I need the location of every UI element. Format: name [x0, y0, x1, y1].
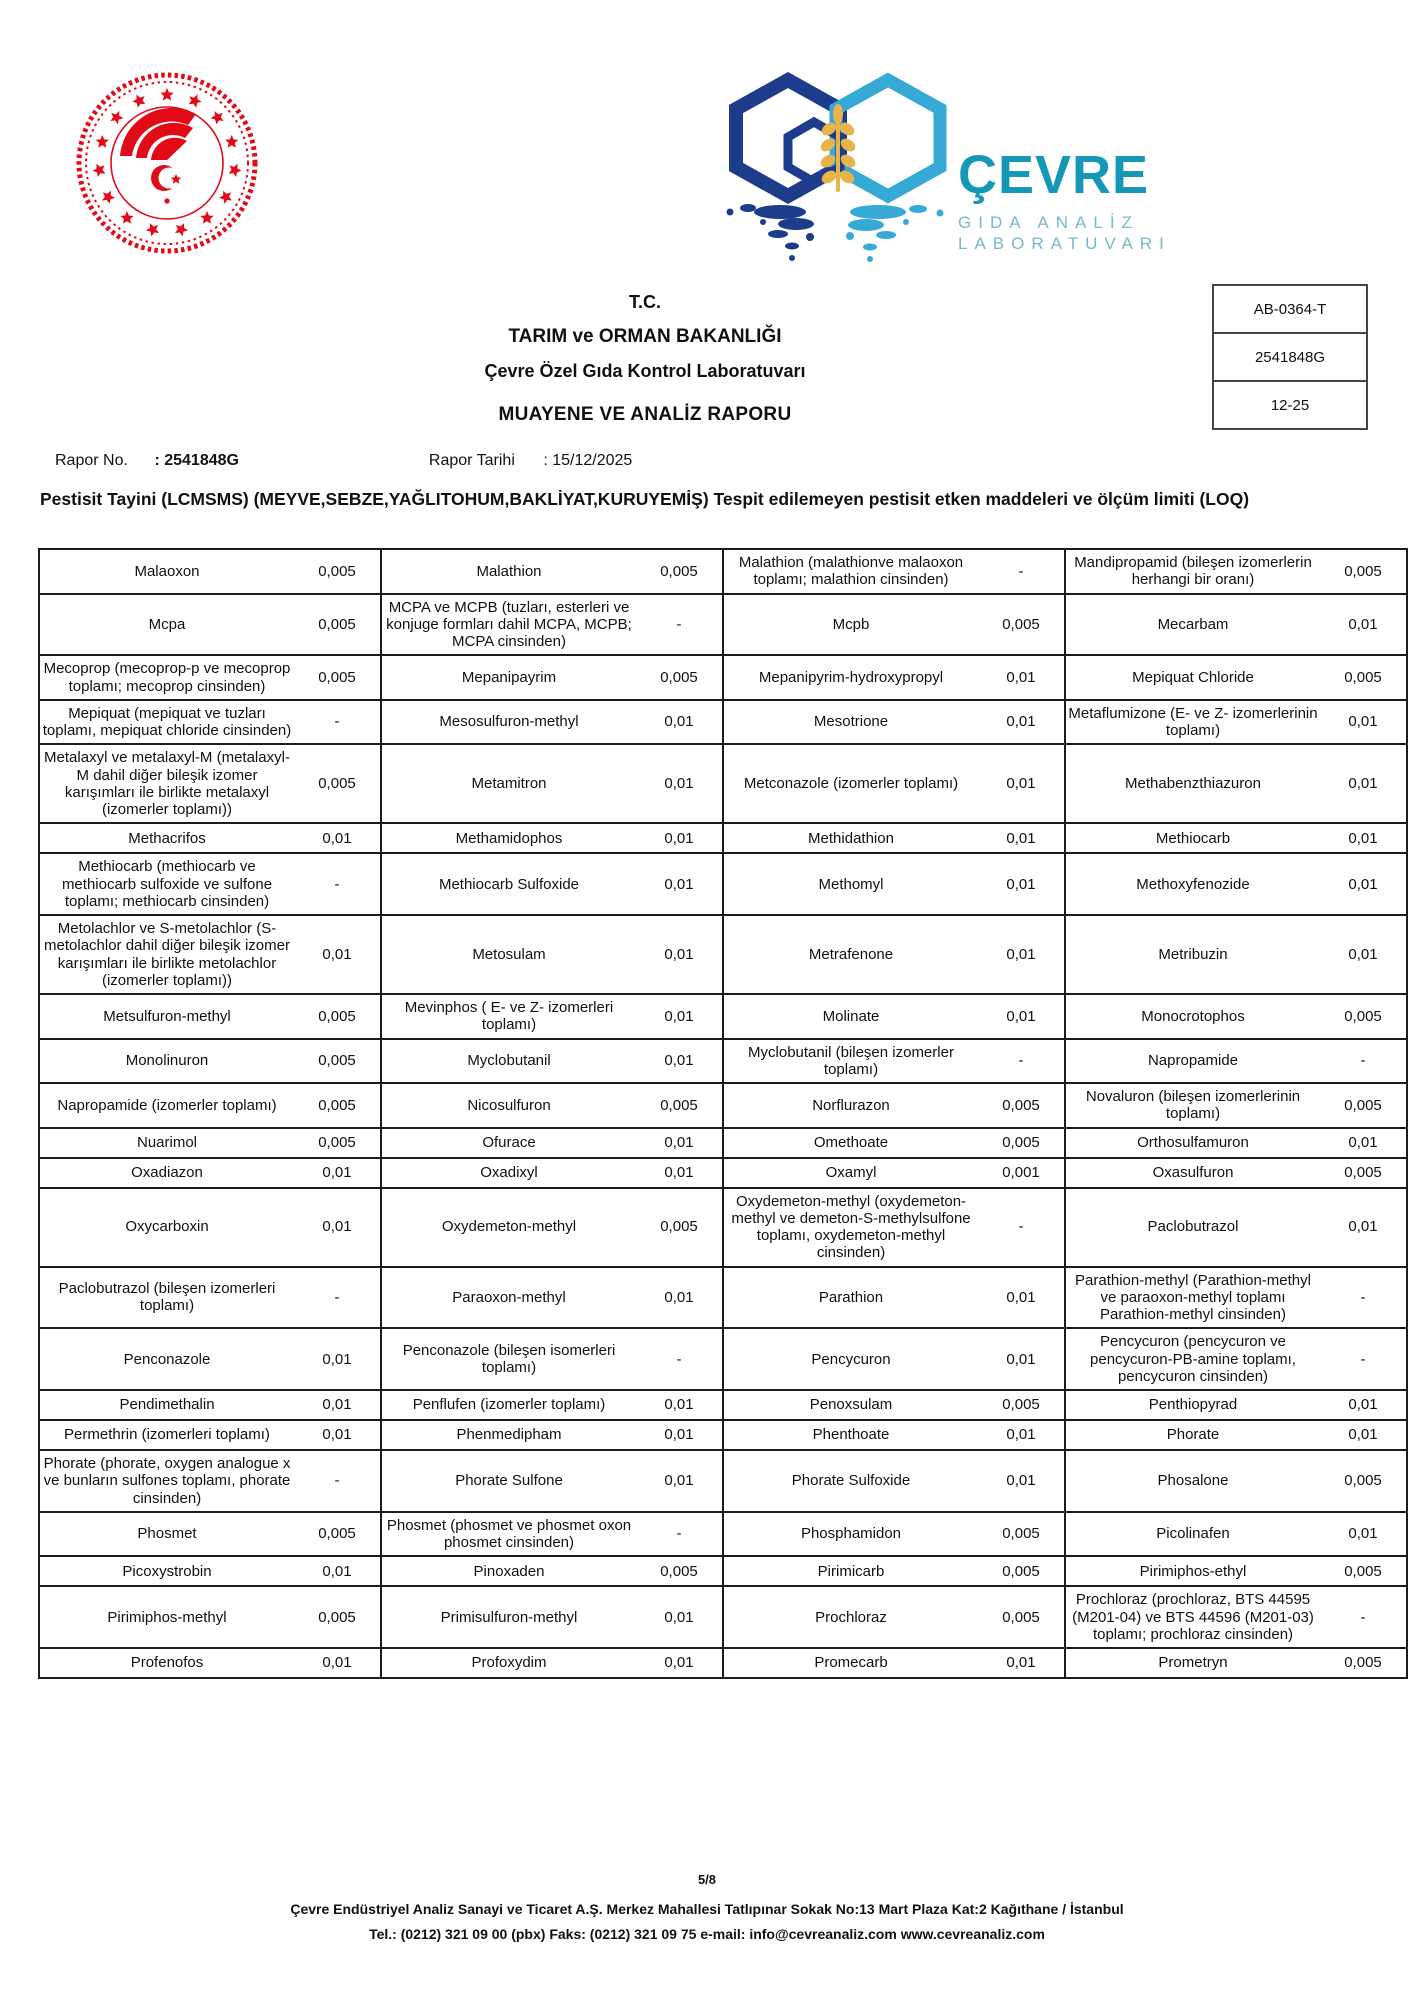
substance-name: Nicosulfuron — [381, 1083, 636, 1128]
table-row — [39, 1328, 1407, 1390]
loq-value: 0,005 — [978, 1128, 1065, 1158]
substance-name: Parathion — [723, 1267, 978, 1329]
loq-value: 0,01 — [1320, 1420, 1407, 1450]
loq-value: - — [294, 1267, 381, 1329]
loq-value: - — [636, 594, 723, 656]
substance-name: Oxamyl — [723, 1158, 978, 1188]
report-meta — [55, 452, 1355, 470]
substance-name: Malathion — [381, 549, 636, 594]
loq-value: 0,005 — [978, 1083, 1065, 1128]
loq-value: 0,01 — [294, 1328, 381, 1390]
loq-value: 0,01 — [294, 1648, 381, 1678]
substance-name: Mandipropamid (bileşen izomerlerin herhangi bir oranı) — [1065, 549, 1320, 594]
loq-value: - — [978, 549, 1065, 594]
loq-value: 0,005 — [636, 1188, 723, 1267]
loq-value: 0,005 — [1320, 1158, 1407, 1188]
substance-name: Pirimiphos-ethyl — [1065, 1556, 1320, 1586]
org-lab: Çevre Özel Gıda Kontrol Laboratuvarı — [484, 361, 806, 381]
loq-value: 0,005 — [294, 594, 381, 656]
table-row — [39, 1083, 1407, 1128]
loq-value: 0,01 — [978, 994, 1065, 1039]
loq-value: 0,01 — [1320, 1512, 1407, 1557]
loq-value: 0,005 — [294, 549, 381, 594]
loq-value: - — [294, 700, 381, 745]
substance-name: Mepanipayrim — [381, 655, 636, 700]
loq-value: 0,005 — [1320, 1083, 1407, 1128]
loq-value: 0,01 — [294, 1420, 381, 1450]
substance-name: Phosmet (phosmet ve phosmet oxon phosmet cinsinden) — [381, 1512, 636, 1557]
table-row — [39, 549, 1407, 594]
loq-value: 0,01 — [294, 823, 381, 853]
loq-value: - — [294, 1450, 381, 1512]
substance-name: Methabenzthiazuron — [1065, 744, 1320, 823]
loq-value: 0,01 — [978, 1267, 1065, 1329]
table-row — [39, 853, 1407, 915]
substance-name: Penflufen (izomerler toplamı) — [381, 1390, 636, 1420]
substance-name: Pendimethalin — [39, 1390, 294, 1420]
substance-name: Metconazole (izomerler toplamı) — [723, 744, 978, 823]
substance-name: Ofurace — [381, 1128, 636, 1158]
table-row — [39, 823, 1407, 853]
substance-name: Phorate (phorate, oxygen analogue x ve bunların sulfones toplamı, phorate cinsinden) — [39, 1450, 294, 1512]
footer-contact: Tel.: (0212) 321 09 00 (pbx) Faks: (0212) 321 09 75 e-mail: info@cevreanaliz.com www.cevreanaliz.com — [369, 1926, 1045, 1942]
substance-name: Prochloraz (prochloraz, BTS 44595 (M201-04) ve BTS 44596 (M201-03) toplamı; prochloraz cinsinden) — [1065, 1586, 1320, 1648]
loq-value: 0,005 — [294, 1586, 381, 1648]
loq-value: 0,005 — [1320, 549, 1407, 594]
table-row — [39, 1648, 1407, 1678]
loq-value: 0,005 — [1320, 655, 1407, 700]
loq-value: 0,01 — [1320, 823, 1407, 853]
substance-name: Oxadiazon — [39, 1158, 294, 1188]
table-row — [39, 1450, 1407, 1512]
loq-value: 0,01 — [978, 655, 1065, 700]
loq-value: 0,005 — [978, 1586, 1065, 1648]
substance-name: Methomyl — [723, 853, 978, 915]
substance-name: Pinoxaden — [381, 1556, 636, 1586]
loq-value: 0,01 — [636, 1420, 723, 1450]
table-row — [39, 700, 1407, 745]
substance-name: Paclobutrazol (bileşen izomerleri toplamı) — [39, 1267, 294, 1329]
water-splash — [727, 204, 944, 262]
substance-name: Norflurazon — [723, 1083, 978, 1128]
loq-table — [38, 548, 1408, 1679]
loq-value: 0,01 — [978, 1648, 1065, 1678]
substance-name: Mecoprop (mecoprop-p ve mecoprop toplamı; mecoprop cinsinden) — [39, 655, 294, 700]
ministry-emblem-icon — [72, 68, 262, 258]
table-row — [39, 1039, 1407, 1084]
substance-name: Profoxydim — [381, 1648, 636, 1678]
loq-value: - — [1320, 1586, 1407, 1648]
loq-value: 0,005 — [294, 1083, 381, 1128]
loq-value: 0,005 — [1320, 1450, 1407, 1512]
substance-name: Methidathion — [723, 823, 978, 853]
substance-name: Penconazole (bileşen isomerleri toplamı) — [381, 1328, 636, 1390]
loq-value: 0,01 — [636, 823, 723, 853]
org-tc: T.C. — [628, 292, 661, 312]
loq-value: - — [978, 1188, 1065, 1267]
substance-name: Oxydemeton-methyl — [381, 1188, 636, 1267]
loq-value: 0,01 — [294, 1158, 381, 1188]
substance-name: Mepanipyrim-hydroxypropyl — [723, 655, 978, 700]
substance-name: Mepiquat Chloride — [1065, 655, 1320, 700]
substance-name: Malaoxon — [39, 549, 294, 594]
table-row — [39, 1420, 1407, 1450]
substance-name: Methiocarb Sulfoxide — [381, 853, 636, 915]
substance-name: Myclobutanil (bileşen izomerler toplamı) — [723, 1039, 978, 1084]
substance-name: Metribuzin — [1065, 915, 1320, 994]
loq-value: 0,005 — [294, 994, 381, 1039]
substance-name: Phosalone — [1065, 1450, 1320, 1512]
emblem-crescent — [151, 165, 181, 204]
loq-value: 0,005 — [636, 655, 723, 700]
substance-name: Phorate Sulfoxide — [723, 1450, 978, 1512]
loq-table-body — [39, 549, 1407, 1678]
substance-name: Mcpb — [723, 594, 978, 656]
substance-name: Mesosulfuron-methyl — [381, 700, 636, 745]
substance-name: Primisulfuron-methyl — [381, 1586, 636, 1648]
substance-name: Nuarimol — [39, 1128, 294, 1158]
loq-value: 0,01 — [978, 915, 1065, 994]
substance-name: Myclobutanil — [381, 1039, 636, 1084]
report-no-value: : 2541848G — [154, 452, 239, 469]
loq-value: 0,01 — [1320, 1390, 1407, 1420]
loq-value: 0,01 — [636, 744, 723, 823]
substance-name: Phosphamidon — [723, 1512, 978, 1557]
report-period: 12-25 — [1270, 396, 1310, 414]
substance-name: Oxycarboxin — [39, 1188, 294, 1267]
substance-name: Penthiopyrad — [1065, 1390, 1320, 1420]
loq-value: 0,005 — [636, 1556, 723, 1586]
substance-name: Mepiquat (mepiquat ve tuzları toplamı, mepiquat chloride cinsinden) — [39, 700, 294, 745]
substance-name: Parathion-methyl (Parathion-methyl ve paraoxon-methyl toplamı Parathion-methyl cinsinden) — [1065, 1267, 1320, 1329]
substance-name: Napropamide — [1065, 1039, 1320, 1084]
loq-value: - — [636, 1512, 723, 1557]
loq-value: 0,005 — [978, 1512, 1065, 1557]
substance-name: Orthosulfamuron — [1065, 1128, 1320, 1158]
substance-name: Prometryn — [1065, 1648, 1320, 1678]
substance-name: Phorate Sulfone — [381, 1450, 636, 1512]
loq-value: 0,01 — [978, 1420, 1065, 1450]
substance-name: Monocrotophos — [1065, 994, 1320, 1039]
substance-name: Oxadixyl — [381, 1158, 636, 1188]
loq-value: 0,005 — [636, 549, 723, 594]
substance-name: Metamitron — [381, 744, 636, 823]
substance-name: Picoxystrobin — [39, 1556, 294, 1586]
loq-value: 0,01 — [978, 700, 1065, 745]
table-row — [39, 744, 1407, 823]
loq-value: 0,01 — [636, 853, 723, 915]
substance-name: Oxasulfuron — [1065, 1158, 1320, 1188]
loq-value: - — [1320, 1267, 1407, 1329]
substance-name: Mesotrione — [723, 700, 978, 745]
loq-value: 0,005 — [978, 594, 1065, 656]
substance-name: Phenthoate — [723, 1420, 978, 1450]
org-header — [20, 292, 1270, 426]
table-row — [39, 1158, 1407, 1188]
substance-name: MCPA ve MCPB (tuzları, esterleri ve konjuge formları dahil MCPA, MCPB; MCPA cinsinden) — [381, 594, 636, 656]
loq-value: 0,01 — [636, 1267, 723, 1329]
loq-value: 0,01 — [1320, 594, 1407, 656]
substance-name: Molinate — [723, 994, 978, 1039]
loq-value: 0,01 — [1320, 744, 1407, 823]
brand-subtitle — [958, 212, 1288, 255]
substance-name: Promecarb — [723, 1648, 978, 1678]
substance-name: Mcpa — [39, 594, 294, 656]
table-row — [39, 1267, 1407, 1329]
table-row — [39, 655, 1407, 700]
substance-name: Novaluron (bileşen izomerlerinin toplamı) — [1065, 1083, 1320, 1128]
report-no-label: Rapor No. — [55, 452, 128, 469]
loq-value: 0,01 — [978, 1328, 1065, 1390]
table-row — [39, 594, 1407, 656]
loq-value: - — [636, 1328, 723, 1390]
loq-value: 0,01 — [636, 915, 723, 994]
cevre-lab-logo-icon — [718, 62, 958, 277]
loq-value: 0,005 — [294, 655, 381, 700]
loq-value: 0,01 — [636, 1128, 723, 1158]
substance-name: Napropamide (izomerler toplamı) — [39, 1083, 294, 1128]
brand-name: ÇEVRE — [958, 145, 1150, 205]
loq-value: 0,01 — [294, 1390, 381, 1420]
loq-value: - — [978, 1039, 1065, 1084]
brand-sub-line2: LABORATUVARI — [958, 234, 1171, 254]
substance-name: Phorate — [1065, 1420, 1320, 1450]
substance-name: Metalaxyl ve metalaxyl-M (metalaxyl-M dahil diğer bileşik izomer karışımları ile birlikte metalaxyl (izomerler toplamı)) — [39, 744, 294, 823]
loq-value: 0,01 — [636, 700, 723, 745]
loq-value: 0,01 — [294, 915, 381, 994]
loq-value: 0,005 — [294, 744, 381, 823]
substance-name: Methiocarb (methiocarb ve methiocarb sulfoxide ve sulfone toplamı; methiocarb cinsinden) — [39, 853, 294, 915]
substance-name: Pencycuron — [723, 1328, 978, 1390]
loq-value: 0,01 — [636, 1390, 723, 1420]
loq-value: 0,01 — [978, 823, 1065, 853]
loq-value: - — [1320, 1328, 1407, 1390]
loq-value: 0,01 — [636, 1586, 723, 1648]
emblem-arcs — [120, 108, 196, 160]
table-row — [39, 1512, 1407, 1557]
substance-name: Omethoate — [723, 1128, 978, 1158]
substance-name: Metosulam — [381, 915, 636, 994]
table-row — [39, 1128, 1407, 1158]
substance-name: Metaflumizone (E- ve Z- izomerlerinin toplamı) — [1065, 700, 1320, 745]
loq-value: 0,01 — [1320, 915, 1407, 994]
substance-name: Picolinafen — [1065, 1512, 1320, 1557]
table-row — [39, 994, 1407, 1039]
loq-value: 0,005 — [978, 1390, 1065, 1420]
report-date-label: Rapor Tarihi — [428, 452, 515, 469]
table-row — [39, 915, 1407, 994]
loq-value: 0,01 — [978, 1450, 1065, 1512]
accreditation-box — [1212, 284, 1368, 430]
report-title: MUAYENE VE ANALİZ RAPORU — [498, 404, 792, 425]
substance-name: Profenofos — [39, 1648, 294, 1678]
loq-value: 0,005 — [294, 1039, 381, 1084]
loq-value: 0,005 — [1320, 1556, 1407, 1586]
substance-name: Metrafenone — [723, 915, 978, 994]
substance-name: Mecarbam — [1065, 594, 1320, 656]
substance-name: Pirimiphos-methyl — [39, 1586, 294, 1648]
table-row — [39, 1188, 1407, 1267]
loq-value: 0,005 — [1320, 994, 1407, 1039]
loq-value: 0,005 — [294, 1128, 381, 1158]
substance-name: Paclobutrazol — [1065, 1188, 1320, 1267]
loq-value: 0,01 — [978, 744, 1065, 823]
substance-name: Metsulfuron-methyl — [39, 994, 294, 1039]
wheat-icon — [818, 104, 857, 192]
table-row — [39, 1390, 1407, 1420]
loq-value: - — [294, 853, 381, 915]
loq-value: 0,01 — [636, 1039, 723, 1084]
section-title: Pestisit Tayini (LCMSMS) (MEYVE,SEBZE,YAĞLITOHUM,BAKLİYAT,KURUYEMİŞ) Tespit edilemeyen pestisit etken maddeleri ve ölçüm limiti (LOQ) — [40, 489, 1250, 509]
accreditation-no: AB-0364-T — [1214, 286, 1366, 334]
footer — [0, 1872, 1414, 1942]
loq-value: 0,01 — [294, 1556, 381, 1586]
substance-name: Mevinphos ( E- ve Z- izomerleri toplamı) — [381, 994, 636, 1039]
substance-name: Paraoxon-methyl — [381, 1267, 636, 1329]
brand-block — [958, 145, 1288, 255]
loq-value: 0,01 — [636, 1648, 723, 1678]
substance-name: Oxydemeton-methyl (oxydemeton-methyl ve demeton-S-methylsulfone toplamı, oxydemeton-methyl cinsinden) — [723, 1188, 978, 1267]
loq-value: 0,001 — [978, 1158, 1065, 1188]
substance-name: Prochloraz — [723, 1586, 978, 1648]
substance-name: Penconazole — [39, 1328, 294, 1390]
table-row — [39, 1586, 1407, 1648]
substance-name: Methiocarb — [1065, 823, 1320, 853]
loq-value: 0,01 — [636, 1158, 723, 1188]
brand-sub-line1: GIDA ANALİZ — [958, 213, 1139, 232]
loq-value: 0,01 — [978, 853, 1065, 915]
substance-name: Metolachlor ve S-metolachlor (S-metolachlor dahil diğer bileşik izomer karışımları ile birlikte metolachlor (izomerler toplamı)) — [39, 915, 294, 994]
footer-address: Çevre Endüstriyel Analiz Sanayi ve Ticaret A.Ş. Merkez Mahallesi Tatlıpınar Sokak No:13 Mart Plaza Kat:2 Kağıthane / İstanbul — [290, 1901, 1124, 1917]
loq-value: 0,005 — [636, 1083, 723, 1128]
substance-name: Methacrifos — [39, 823, 294, 853]
loq-value: 0,01 — [294, 1188, 381, 1267]
substance-name: Phosmet — [39, 1512, 294, 1557]
substance-name: Monolinuron — [39, 1039, 294, 1084]
loq-value: 0,01 — [636, 1450, 723, 1512]
loq-value: 0,01 — [636, 994, 723, 1039]
page-number: 5/8 — [697, 1872, 717, 1887]
loq-value: 0,01 — [1320, 1188, 1407, 1267]
loq-value: 0,005 — [294, 1512, 381, 1557]
loq-value: 0,01 — [1320, 700, 1407, 745]
substance-name: Penoxsulam — [723, 1390, 978, 1420]
substance-name: Pirimicarb — [723, 1556, 978, 1586]
table-row — [39, 1556, 1407, 1586]
substance-name: Pencycuron (pencycuron ve pencycuron-PB-amine toplamı, pencycuron cinsinden) — [1065, 1328, 1320, 1390]
substance-name: Methamidophos — [381, 823, 636, 853]
report-code: 2541848G — [1214, 334, 1366, 382]
org-ministry: TARIM ve ORMAN BAKANLIĞI — [508, 326, 782, 347]
loq-value: 0,01 — [1320, 1128, 1407, 1158]
report-date-value: : 15/12/2025 — [543, 452, 633, 469]
substance-name: Permethrin (izomerleri toplamı) — [39, 1420, 294, 1450]
substance-name: Phenmedipham — [381, 1420, 636, 1450]
loq-value: 0,005 — [978, 1556, 1065, 1586]
loq-value: - — [1320, 1039, 1407, 1084]
loq-value: 0,01 — [1320, 853, 1407, 915]
loq-value: 0,005 — [1320, 1648, 1407, 1678]
substance-name: Methoxyfenozide — [1065, 853, 1320, 915]
substance-name: Malathion (malathionve malaoxon toplamı; malathion cinsinden) — [723, 549, 978, 594]
